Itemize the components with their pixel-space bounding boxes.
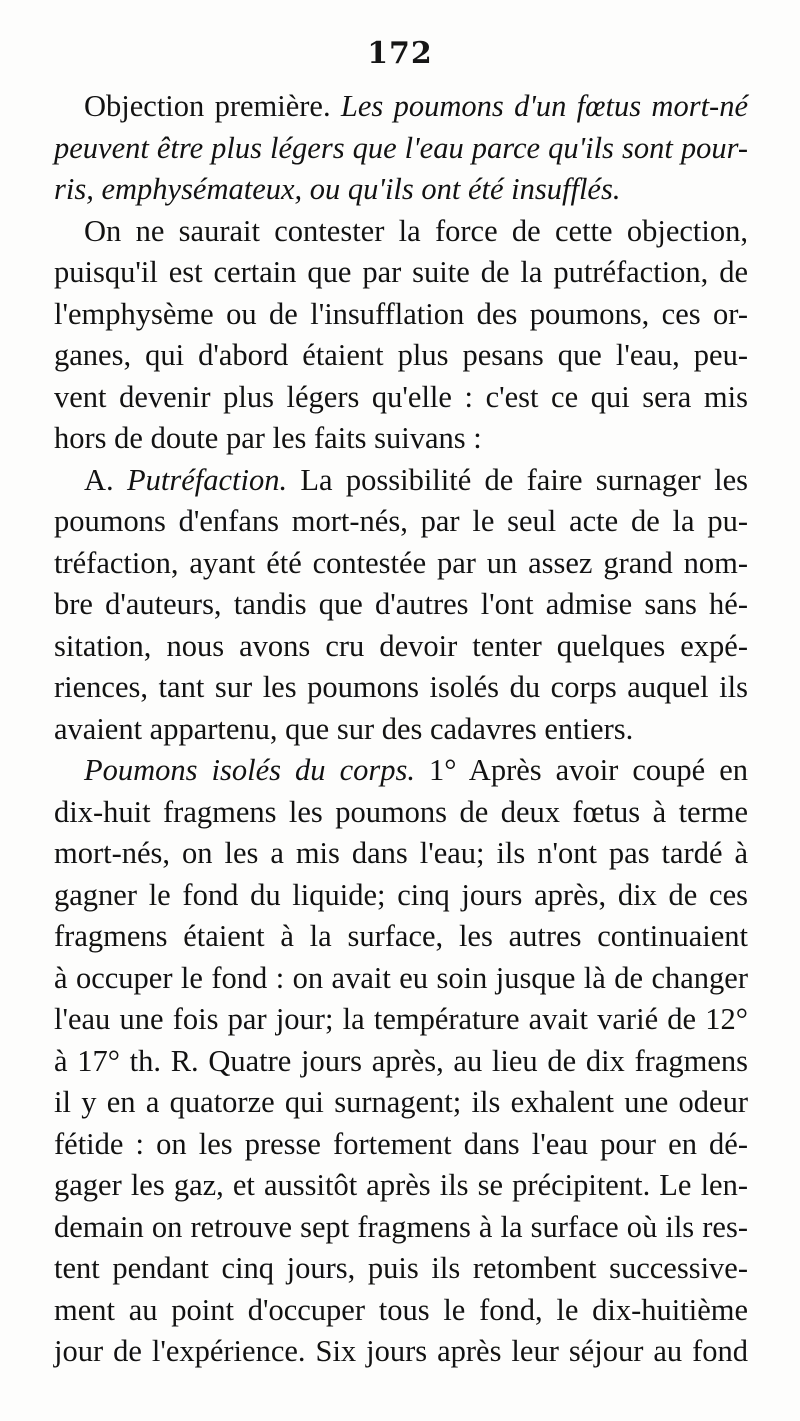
text-segment: 1° Après avoir coupé en bbox=[414, 753, 748, 787]
text-segment: gagner le fond du liquide; cinq jours après, dix de ces bbox=[54, 877, 748, 912]
text-segment: poumons d'enfans mort-nés, par le seul acte de la pu- bbox=[54, 504, 748, 538]
text-segment: riences, tant sur les poumons isolés du corps auquel ils bbox=[54, 670, 748, 704]
text-line bbox=[54, 501, 748, 542]
text-line bbox=[84, 750, 748, 791]
text-segment: bre d'auteurs, tandis que d'autres l'ont admise sans hé- bbox=[54, 587, 748, 621]
text-segment: mort-nés, on les a mis dans l'eau; ils n'ont pas tardé à bbox=[54, 836, 748, 870]
text-line bbox=[54, 584, 748, 625]
text-line bbox=[54, 1331, 748, 1372]
text-segment: ganes, qui d'abord étaient plus pesans que l'eau, peu- bbox=[54, 338, 748, 372]
text-line bbox=[54, 1290, 748, 1331]
text-line bbox=[54, 1124, 748, 1165]
italic-text: peuvent être plus légers que l'eau parce qu'ils sont pour- bbox=[54, 130, 748, 165]
italic-text: Poumons isolés du corps. bbox=[84, 753, 415, 787]
text-line bbox=[54, 128, 748, 169]
text-segment: dix-huit fragmens les poumons de deux fœtus à terme bbox=[54, 794, 748, 829]
text-segment: fragmens étaient à la surface, les autres continuaient bbox=[54, 919, 748, 953]
text-segment: sitation, nous avons cru devoir tenter quelques expé- bbox=[54, 628, 748, 663]
text-line bbox=[54, 1165, 748, 1206]
text-segment: Objection première. bbox=[84, 89, 341, 123]
text-line bbox=[54, 294, 748, 335]
text-line bbox=[84, 460, 748, 501]
text-segment: hors de doute par les faits suivans : bbox=[54, 421, 482, 455]
text-line bbox=[54, 1082, 748, 1123]
page-number: 172 bbox=[367, 36, 433, 71]
text-segment: l'emphysème ou de l'insufflation des poumons, ces or- bbox=[54, 296, 748, 331]
text-line bbox=[54, 335, 748, 376]
text-line bbox=[54, 252, 748, 293]
text-segment: il y en a quatorze qui surnagent; ils exhalent une odeur bbox=[54, 1085, 748, 1119]
text-line bbox=[54, 377, 748, 418]
text-segment: tréfaction, ayant été contestée par un assez grand nom- bbox=[54, 545, 748, 580]
text-line bbox=[54, 626, 748, 667]
text-line bbox=[84, 86, 748, 127]
text-line bbox=[54, 999, 748, 1040]
text-line bbox=[54, 1248, 748, 1289]
text-segment: tent pendant cinq jours, puis ils retombent successive- bbox=[54, 1251, 748, 1285]
italic-text: Putréfaction. bbox=[126, 462, 288, 497]
text-line bbox=[54, 1207, 748, 1248]
text-segment: On ne saurait contester la force de cette objection, bbox=[84, 213, 748, 248]
text-segment: jour de l'expérience. Six jours après leur séjour au fond bbox=[54, 1334, 748, 1368]
text-segment: gager les gaz, et aussitôt après ils se précipitent. Le len- bbox=[54, 1168, 748, 1202]
text-line bbox=[84, 211, 748, 252]
text-segment: ment au point d'occuper tous le fond, le dix-huitième bbox=[54, 1292, 748, 1327]
text-line bbox=[54, 833, 748, 874]
text-line bbox=[54, 792, 748, 833]
text-line bbox=[54, 667, 748, 708]
text-line bbox=[54, 875, 748, 916]
italic-text: Les poumons d'un fœtus mort-né bbox=[340, 89, 748, 123]
text-line bbox=[54, 169, 748, 210]
text-line bbox=[54, 916, 748, 957]
text-segment: avaient appartenu, que sur des cadavres entiers. bbox=[54, 711, 634, 746]
text-segment: fétide : on les presse fortement dans l'eau pour en dé- bbox=[54, 1126, 748, 1161]
text-segment: à occuper le fond : on avait eu soin jusque là de changer bbox=[54, 960, 748, 995]
text-line bbox=[54, 418, 748, 459]
text-segment: l'eau une fois par jour; la température avait varié de 12° bbox=[54, 1002, 748, 1036]
text-segment: à 17° th. R. Quatre jours après, au lieu de dix fragmens bbox=[54, 1043, 748, 1078]
text-segment: demain on retrouve sept fragmens à la surface où ils res- bbox=[54, 1209, 748, 1244]
italic-text: ris, emphysémateux, ou qu'ils ont été insufflés. bbox=[54, 172, 621, 206]
text-line bbox=[54, 709, 748, 750]
text-line bbox=[54, 958, 748, 999]
text-segment: A. bbox=[84, 462, 127, 497]
text-segment: puisqu'il est certain que par suite de la putréfaction, de bbox=[54, 255, 748, 289]
text-segment: vent devenir plus légers qu'elle : c'est ce qui sera mis bbox=[54, 379, 748, 414]
text-segment: La possibilité de faire surnager les bbox=[287, 462, 749, 497]
text-line bbox=[54, 543, 748, 584]
text-line bbox=[54, 1041, 748, 1082]
